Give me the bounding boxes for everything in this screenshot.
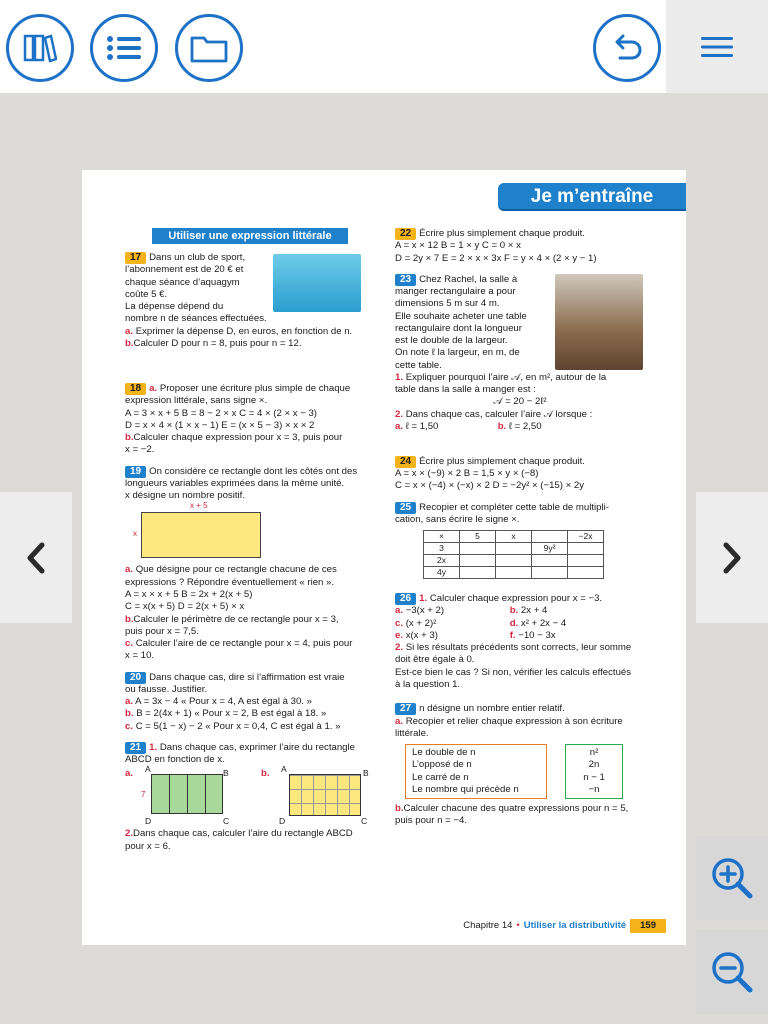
vertex-label: C (361, 816, 368, 827)
side-length-label: 7 (141, 790, 146, 800)
ex17-line: chaque séance d’aquagym (125, 276, 240, 288)
exercise-25 (395, 502, 645, 580)
question-label: b. (125, 613, 134, 625)
table-cell (496, 555, 532, 567)
ex23-case-b: ℓ = 2,50 (508, 420, 542, 432)
vertex-label: D (279, 816, 286, 827)
rectangle-b (289, 774, 361, 816)
left-column (125, 228, 375, 862)
ex19-line: x désigne un nombre positif. (125, 490, 245, 502)
vertex-label: A (145, 764, 151, 775)
table-cell (532, 567, 568, 579)
ex21-question-2: Dans chaque cas, calculer l’aire du rectangle ABCD (133, 828, 353, 840)
expression-item: Le nombre qui précède n (412, 783, 519, 795)
ex18-line: expression littérale, sans signe ×. (125, 395, 268, 407)
table-cell: 5 (460, 531, 496, 543)
exercise-number: 25 (395, 502, 416, 514)
ex19-line: longueurs variables exprimées dans la même unité. (125, 477, 345, 489)
question-label: a. (149, 383, 158, 395)
exercise-number: 18 (125, 383, 146, 395)
table-cell: −2x (568, 531, 604, 543)
ex27-line: littérale. (395, 727, 429, 739)
vertex-label: B (363, 768, 369, 779)
ex17-line: nombre n de séances effectuées. (125, 313, 267, 325)
ex19-line: expressions ? Répondre éventuellement « rien ». (125, 576, 335, 588)
table-cell (568, 567, 604, 579)
ex23-formula: 𝒜 = 20 − 2ℓ² (493, 396, 547, 408)
exercise-18 (125, 383, 375, 457)
exercise-number: 23 (395, 274, 416, 286)
exercise-26 (395, 593, 645, 691)
ex27-line: puis pour n = −4. (395, 815, 468, 827)
next-page-button[interactable] (696, 492, 768, 623)
ex20-question-a: A = 3x − 4 « Pour x = 4, A est égal à 30. » (135, 696, 312, 708)
table-cell: 9y² (532, 543, 568, 555)
ex26-expression: −10 − 3x (518, 629, 556, 641)
exercise-27 (395, 703, 645, 827)
ex26-line: à la question 1. (395, 678, 461, 690)
ex19-line: x = 10. (125, 650, 155, 662)
question-label: b. (395, 803, 404, 815)
ex26-question-1: Calculer chaque expression pour x = −3. (429, 593, 603, 605)
exercise-number: 17 (125, 252, 146, 264)
library-books-icon (23, 33, 57, 63)
table-row (424, 567, 604, 579)
ex18-line: x = −2. (125, 444, 155, 456)
question-label: 1. (395, 371, 404, 383)
chevron-right-icon (720, 541, 744, 575)
exercise-number: 27 (395, 703, 416, 715)
exercise-number: 19 (125, 466, 146, 478)
ex25-line: Recopier et compléter cette table de multipli- (419, 501, 609, 513)
ex21-line: pour x = 6. (125, 840, 171, 852)
page-number: 159 (630, 919, 666, 933)
exercise-19 (125, 466, 375, 663)
ex23-line: dimensions 5 m sur 4 m. (395, 298, 500, 310)
ex23-question-2: Dans chaque cas, calculer l’aire 𝒜 lorsque : (405, 408, 593, 420)
exercise-24 (395, 456, 645, 493)
ex20-line: Dans chaque cas, dire si l’affirmation est vraie (149, 671, 345, 683)
aquagym-photo (273, 254, 361, 312)
question-label: e. (395, 629, 404, 641)
page-banner: Je m’entraîne (498, 183, 686, 211)
ex23-line: On note ℓ la largeur, en m, de (395, 347, 520, 359)
multiplication-table (423, 530, 604, 579)
ex27-question-b: Calculer chacune des quatre expressions pour n = 5, (403, 803, 629, 815)
ex20-line: ou fausse. Justifier. (125, 683, 208, 695)
table-cell (460, 543, 496, 555)
ex26-question-2: Si les résultats précédents sont corrects, leur somme (405, 642, 632, 654)
ex17-line: La dépense dépend du (125, 301, 224, 313)
question-label: c. (125, 720, 134, 732)
expressions-box (405, 744, 547, 799)
expression-item: Le double de n (412, 747, 476, 759)
question-label: 2. (395, 408, 404, 420)
ex19-line: puis pour x = 7,5. (125, 625, 199, 637)
ex26-line: doit être égale à 0. (395, 654, 475, 666)
question-label: a. (395, 715, 404, 727)
table-row (424, 543, 604, 555)
ex27-question-a: Recopier et relier chaque expression à son écriture (405, 715, 623, 727)
vertex-label: C (223, 816, 230, 827)
footer-bullet: • (516, 919, 520, 931)
exercise-20 (125, 672, 375, 733)
menu-button[interactable] (666, 0, 768, 93)
table-cell: 2x (424, 555, 460, 567)
table-cell (568, 543, 604, 555)
expression-item: L’opposé de n (412, 759, 472, 771)
ex23-line: cette table. (395, 359, 442, 371)
question-label: d. (509, 617, 519, 629)
table-cell: 4y (424, 567, 460, 579)
table-cell (460, 567, 496, 579)
ex20-question-c: C = 5(1 − x) − 2 « Pour x = 0,4, C est égal à 1. » (135, 720, 341, 732)
exercise-21 (125, 742, 375, 853)
question-label: 2. (125, 828, 134, 840)
ex23-line: table dans la salle à manger est : (395, 384, 536, 396)
ex19-line: C = x(x + 5) D = 2(x + 5) × x (125, 601, 245, 613)
table-of-contents-button[interactable] (90, 14, 158, 82)
ex18-line: A = 3 × x + 5 B = 8 − 2 × x C = 4 × (2 × x − 3) (125, 407, 317, 419)
hamburger-menu-icon (701, 36, 733, 58)
table-cell: 3 (424, 543, 460, 555)
question-label: b. (125, 708, 134, 720)
question-label: a. (125, 564, 134, 576)
question-label: c. (125, 638, 134, 650)
ex25-line: cation, sans écrire le signe ×. (395, 513, 520, 525)
zoom-in-button[interactable] (696, 836, 768, 920)
ex26-expression: 2x + 4 (520, 605, 548, 617)
exercise-17 (125, 252, 375, 374)
exercise-number: 26 (395, 593, 416, 605)
rectangle-width-label: x (133, 529, 137, 539)
ex23-line: est le double de la largeur. (395, 335, 508, 347)
table-cell (460, 555, 496, 567)
exercise-number: 21 (125, 742, 146, 754)
question-label: a. (395, 605, 404, 617)
ex26-expression: x² + 2x − 4 (520, 617, 567, 629)
ex20-question-b: B = 2(4x + 1) « Pour x = 2, B est égal à 18. » (136, 708, 327, 720)
exercise-22 (395, 228, 645, 265)
back-button[interactable] (593, 14, 661, 82)
vertex-label: D (145, 816, 152, 827)
ex24-line: A = x × (−9) × 2 B = 1,5 × y × (−8) (395, 468, 539, 480)
literal-item: 2n (588, 759, 600, 771)
exercise-number: 20 (125, 672, 146, 684)
ex19-line: On considère ce rectangle dont les côtés ont des (149, 465, 358, 477)
ex24-line: Écrire plus simplement chaque produit. (419, 455, 585, 467)
question-label: c. (395, 617, 404, 629)
folder-icon (190, 33, 228, 63)
ex17-line: l’abonnement est de 20 € et (125, 264, 244, 276)
question-label: f. (509, 629, 516, 641)
question-label: a. (125, 696, 134, 708)
right-column (395, 228, 645, 837)
ex19-question-c: Calculer l’aire de ce rectangle pour x = 4, puis pour (135, 638, 353, 650)
zoom-out-button[interactable] (696, 930, 768, 1014)
chapter-title: Utiliser la distributivité (523, 919, 627, 931)
figure-label: b. (261, 768, 270, 780)
table-cell (496, 567, 532, 579)
question-label: b. (509, 605, 519, 617)
question-label: b. (497, 420, 507, 432)
ex23-line: manger rectangulaire a pour (395, 286, 516, 298)
question-label: 1. (419, 593, 428, 605)
ex26-line: Est-ce bien le cas ? Si non, vérifier les calculs effectués (395, 666, 632, 678)
chapter-label: Chapitre 14 (463, 919, 513, 931)
zoom-out-icon (710, 950, 754, 994)
ex18-question-a: Proposer une écriture plus simple de chaque (159, 383, 351, 395)
ex22-line: A = x × 12 B = 1 × y C = 0 × x (395, 240, 521, 252)
zoom-in-icon (710, 856, 754, 900)
ex26-expression: x(x + 3) (405, 629, 438, 641)
ex17-question-a: Exprimer la dépense D, en euros, en fonction de n. (135, 325, 353, 337)
question-label: b. (125, 337, 134, 349)
page-footer (463, 919, 666, 933)
literal-box (565, 744, 623, 799)
list-icon (106, 35, 142, 61)
ex21-question-1: Dans chaque cas, exprimer l’aire du rectangle (159, 741, 355, 753)
ex23-line: Chez Rachel, la salle à (419, 273, 518, 285)
rectangle-length-label: x + 5 (190, 501, 208, 511)
ex23-question-1: Expliquer pourquoi l’aire 𝒜, en m², autour de la (405, 371, 607, 383)
textbook-page (82, 170, 686, 945)
question-label: b. (125, 432, 134, 444)
ex24-line: C = x × (−4) × (−x) × 2 D = −2y² × (−15) × 2y (395, 480, 585, 492)
ex22-line: D = 2y × 7 E = 2 × x × 3x F = y × 4 × (2 × y − 1) (395, 252, 597, 264)
ex19-question-a: Que désigne pour ce rectangle chacune de ces (135, 564, 337, 576)
dining-room-photo (555, 274, 643, 370)
resources-button[interactable] (175, 14, 243, 82)
undo-arrow-icon (610, 32, 644, 64)
table-cell (496, 543, 532, 555)
table-row (424, 531, 604, 543)
question-label: 1. (149, 741, 158, 753)
exercise-number: 24 (395, 456, 416, 468)
question-label: a. (125, 325, 134, 337)
ex19-question-b: Calculer le périmètre de ce rectangle pour x = 3, (133, 613, 339, 625)
ex23-line: rectangulaire dont la longueur (395, 322, 522, 334)
ex26-expression: −3(x + 2) (405, 605, 445, 617)
ex27-line: n désigne un nombre entier relatif. (419, 703, 565, 715)
literal-item: −n (588, 783, 600, 795)
ex18-question-b: Calculer chaque expression pour x = 3, puis pour (133, 432, 343, 444)
question-label: 2. (395, 642, 404, 654)
table-cell (568, 555, 604, 567)
rectangle-a (151, 774, 223, 814)
ex21-line: ABCD en fonction de x. (125, 754, 225, 766)
table-cell: × (424, 531, 460, 543)
vertex-label: A (281, 764, 287, 775)
ex21-figures (125, 766, 375, 828)
ex19-line: A = x × x + 5 B = 2x + 2(x + 5) (125, 589, 253, 600)
ex26-expression: (x + 2)² (405, 617, 437, 629)
rectangle-figure (133, 501, 261, 558)
ex23-line: Elle souhaite acheter une table (395, 310, 527, 322)
literal-item: n² (589, 747, 599, 759)
matching-exercise (405, 744, 645, 799)
ex18-line: D = x × 4 × (1 × x − 1) E = (x × 5 − 3) × x × 2 (125, 419, 315, 431)
table-cell: x (496, 531, 532, 543)
top-toolbar (0, 0, 768, 93)
ex17-line: coûte 5 €. (125, 288, 168, 300)
table-row (424, 555, 604, 567)
ex17-line: Dans un club de sport, (149, 252, 246, 264)
exercise-23 (395, 274, 645, 440)
section-title: Utiliser une expression littérale (152, 228, 348, 244)
expression-item: Le carré de n (412, 771, 469, 783)
ex23-case-a: ℓ = 1,50 (405, 420, 439, 432)
question-label: a. (395, 420, 404, 432)
table-cell (532, 531, 568, 543)
ex17-question-b: Calculer D pour n = 8, puis pour n = 12. (133, 337, 302, 349)
chevron-left-icon (24, 541, 48, 575)
figure-label: a. (125, 768, 134, 780)
previous-page-button[interactable] (0, 492, 72, 623)
exercise-number: 22 (395, 228, 416, 240)
vertex-label: B (223, 768, 229, 779)
literal-item: n − 1 (583, 771, 605, 783)
ex22-line: Écrire plus simplement chaque produit. (419, 228, 585, 239)
library-button[interactable] (6, 14, 74, 82)
table-cell (532, 555, 568, 567)
